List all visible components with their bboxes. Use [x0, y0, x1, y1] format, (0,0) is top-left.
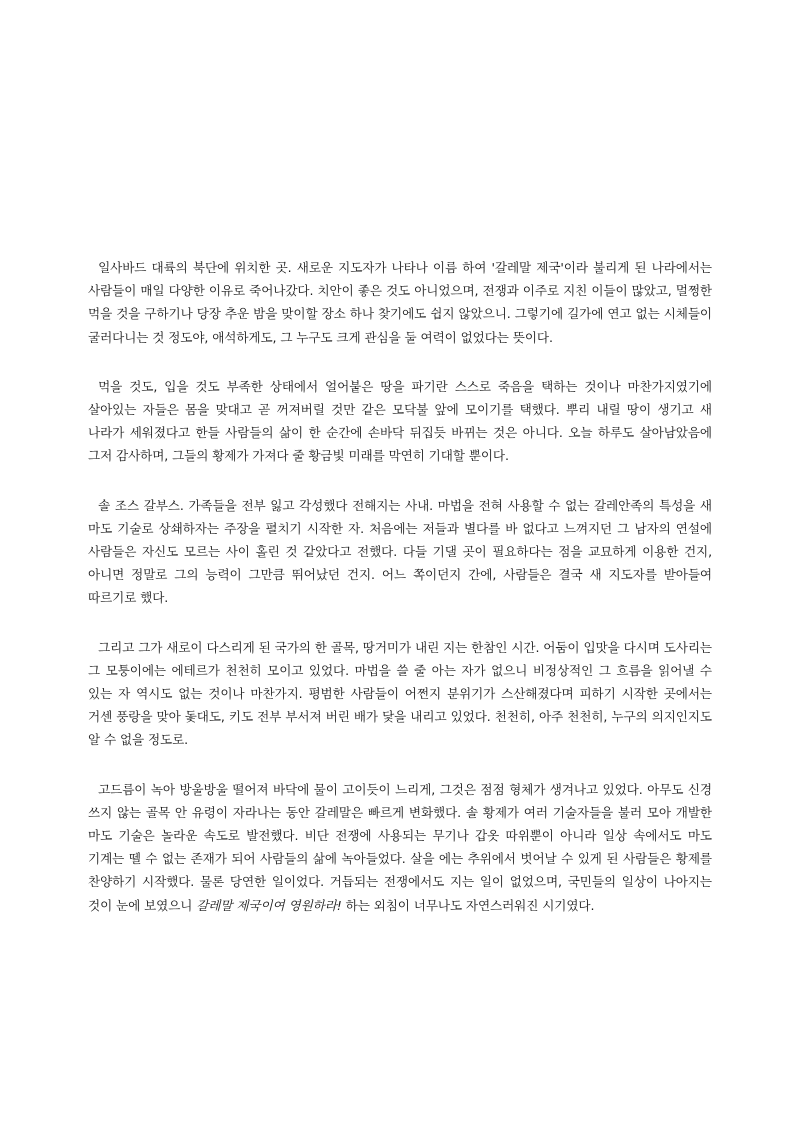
paragraph-4: 그리고 그가 새로이 다스리게 된 국가의 한 골목, 땅거미가 내린 지는 한참인 시간. 어둠이 입맛을 다시며 도사리는 그 모퉁이에는 에테르가 천천히 모이고 있었다. 마법을 쓸 줄 아는 자가 없으니 비정상적인 그 흐름을 읽어낼 수 있는 자 역시도 없는 것이나 마찬가지. 평범한 사람들이 어쩐지 분위기가 스산해졌다며 피하기 시작한 곳에서는 거센 풍랑을 맞아 돛대도, 키도 전부 부서져 버린 배가 닻을 내리고 있었다. 천천히, 아주 천천히, 누구의 의지인지도 알 수 없을 정도로.: [88, 639, 712, 748]
paragraph-5-emphasis: 갈레말 제국이여 영원하라!: [196, 897, 342, 913]
paragraph-5: [88, 778, 712, 917]
paragraph-3: 솔 조스 갈부스. 가족들을 전부 잃고 각성했다 전해지는 사내. 마법을 전혀 사용할 수 없는 갈레안족의 특성을 새 마도 기술로 상쇄하자는 주장을 펼치기 시작한 자. 처음에는 저들과 별다를 바 없다고 느껴지던 그 남자의 연설에 사람들은 자신도 모르는 사이 홀린 것 같았다고 전했다. 다들 기댈 곳이 필요하다는 점을 교묘하게 이용한 건지, 아니면 정말로 그의 능력이 그만큼 뛰어났던 건지. 어느 쪽이던지 간에, 사람들은 결국 새 지도자를 받아들여 따르기로 했다.: [88, 497, 712, 606]
paragraph-5-text: 고드름이 녹아 방울방울 떨어져 바닥에 물이 고이듯이 느리게, 그것은 점점 형체가 생겨나고 있었다. 아무도 신경 쓰지 않는 골목 안 유령이 자라나는 동안 갈레말은 빠르게 변화했다. 솔 황제가 여러 기술자들을 불러 모아 개발한 마도 기술은 놀라운 속도로 발전했다. 비단 전쟁에 사용되는 무기나 갑옷 따위뿐이 아니라 일상 속에서도 마도 기계는 뗄 수 없는 존재가 되어 사람들의 삶에 녹아들었다. 살을 에는 추위에서 벗어날 수 있게 된 사람들은 황제를 찬양하기 시작했다. 물론 당연한 일이었다. 거듭되는 전쟁에서도 지는 일이 없었으며, 국민들의 일상이 나아지는 것이 눈에 보였으니: [88, 781, 712, 913]
paragraph-5-tail: 하는 외침이 너무나도 자연스러워진 시기였다.: [341, 897, 595, 913]
paragraph-2: 먹을 것도, 입을 것도 부족한 상태에서 얼어붙은 땅을 파기란 스스로 죽음을 택하는 것이나 마찬가지였기에 살아있는 자들은 몸을 맞대고 곧 꺼져버릴 것만 같은 모닥불 앞에 모이기를 택했다. 뿌리 내릴 땅이 생기고 새 나라가 세워졌다고 한들 사람들의 삶이 한 순간에 손바닥 뒤집듯 바뀌는 것은 아니다. 오늘 하루도 살아남았음에 그저 감사하며, 그들의 황제가 가져다 줄 황금빛 미래를 막연히 기대할 뿐이다.: [88, 378, 712, 464]
document-body: [88, 256, 712, 917]
paragraph-1: 일사바드 대륙의 북단에 위치한 곳. 새로운 지도자가 나타나 이름 하여 '갈레말 제국'이라 불리게 된 나라에서는 사람들이 매일 다양한 이유로 죽어나갔다. 치안이 좋은 것도 아니었으며, 전쟁과 이주로 지친 이들이 많았고, 멀쩡한 먹을 것을 구하기나 당장 추운 밤을 맞이할 장소 하나 찾기에도 쉽지 않았으니. 그렇기에 길가에 연고 없는 시체들이 굴러다니는 것 정도야, 애석하게도, 그 누구도 크게 관심을 둘 여력이 없었다는 뜻이다.: [88, 260, 712, 345]
